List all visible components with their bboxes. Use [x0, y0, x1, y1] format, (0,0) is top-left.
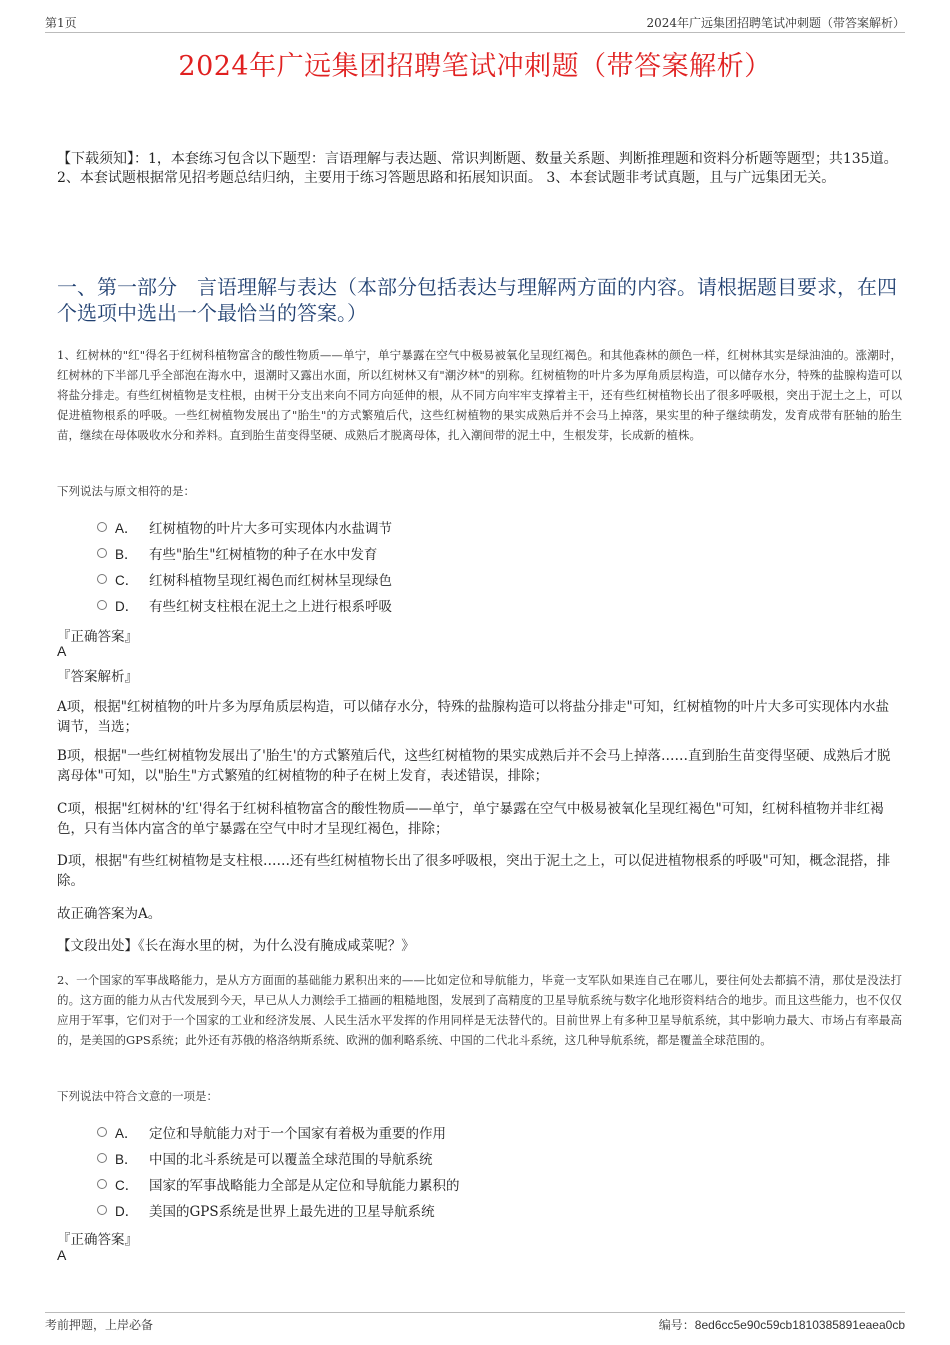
- passage-source: 【文段出处】《长在海水里的树，为什么没有腌成咸菜呢？》: [57, 938, 415, 954]
- option-text: 国家的军事战略能力全部是从定位和导航能力累积的: [149, 1178, 460, 1194]
- footer-code: [659, 1316, 905, 1333]
- question-2-answer-label: 『正确答案』: [57, 1232, 138, 1248]
- option-text: 中国的北斗系统是可以覆盖全球范围的导航系统: [149, 1152, 433, 1168]
- question-1-option-c[interactable]: [97, 569, 392, 589]
- footer-divider: [45, 1312, 905, 1313]
- question-1-analysis-label: 『答案解析』: [57, 669, 138, 685]
- option-text: 定位和导航能力对于一个国家有着极为重要的作用: [149, 1126, 446, 1142]
- option-letter: B．: [115, 1152, 138, 1167]
- question-2-option-c[interactable]: [97, 1174, 460, 1194]
- question-2-option-b[interactable]: [97, 1148, 433, 1168]
- option-text: 美国的GPS系统是世界上最先进的卫星导航系统: [149, 1204, 435, 1220]
- analysis-conclusion: 故正确答案为A。: [57, 906, 162, 922]
- option-text: 有些红树支柱根在泥土之上进行根系呼吸: [149, 599, 392, 615]
- radio-icon[interactable]: [97, 522, 107, 532]
- question-2-option-a[interactable]: [97, 1122, 446, 1142]
- radio-icon[interactable]: [97, 1153, 107, 1163]
- option-letter: A．: [115, 1126, 138, 1141]
- option-letter: C．: [115, 1178, 139, 1193]
- analysis-item-a: A项，根据"红树植物的叶片多为厚角质层构造，可以储存水分，特殊的盐腺构造可以将盐分排走"可知，红树植物的叶片大多可实现体内水盐调节，当选；: [57, 699, 890, 735]
- question-2-option-d[interactable]: [97, 1200, 435, 1220]
- question-2-prompt: 下列说法中符合文意的一项是：: [57, 1089, 218, 1103]
- download-notice: 【下载须知】：1，本套练习包含以下题型：言语理解与表达题、常识判断题、数量关系题、判断推理题和资料分析题等题型；共135道。 2、本套试题根据常见招考题总结归纳，主要用于练习答题思路和拓展知识面。 3、本套试题非考试真题，且与广远集团无关。: [57, 151, 898, 186]
- question-1-answer: A: [57, 643, 67, 659]
- section-title: 一、第一部分 言语理解与表达（本部分包括表达与理解两方面的内容。请根据题目要求，在四个选项中选出一个最恰当的答案。）: [57, 275, 897, 325]
- question-2-passage: 2、一个国家的军事战略能力，是从方方面面的基础能力累积出来的——比如定位和导航能力，毕竟一支军队如果连自己在哪儿，要往何处去都搞不清，那仗是没法打的。这方面的能力从古代发展到今天，早已从人力测绘手工描画的粗糙地图，发展到了高精度的卫星导航系统与数字化地形资料结合的地步。而且这些能力，也不仅仅应用于军事，它们对于一个国家的工业和经济发展、人民生活水平发挥的作用同样是无法替代的。目前世界上有多种卫星导航系统，其中影响力最大、市场占有率最高的，是美国的GPS系统；此外还有苏俄的格洛纳斯系统、欧洲的伽利略系统、中国的二代北斗系统，这几种导航系统，都是覆盖全球范围的。: [57, 973, 902, 1047]
- radio-icon[interactable]: [97, 1127, 107, 1137]
- radio-icon[interactable]: [97, 1179, 107, 1189]
- footer-slogan: 考前押题，上岸必备: [45, 1318, 154, 1332]
- radio-icon[interactable]: [97, 548, 107, 558]
- analysis-item-d: D项，根据"有些红树植物是支柱根……还有些红树植物长出了很多呼吸根，突出于泥土之上，可以促进植物根系的呼吸"可知，概念混搭，排除。: [57, 853, 891, 889]
- radio-icon[interactable]: [97, 574, 107, 584]
- option-letter: C．: [115, 573, 139, 588]
- question-1-option-b[interactable]: [97, 543, 377, 563]
- option-letter: D．: [115, 1204, 139, 1219]
- question-1-option-a[interactable]: [97, 517, 392, 537]
- header-doc-title: 2024年广远集团招聘笔试冲刺题（带答案解析）: [646, 16, 905, 30]
- page-number: 第1页: [45, 16, 77, 30]
- radio-icon[interactable]: [97, 600, 107, 610]
- radio-icon[interactable]: [97, 1205, 107, 1215]
- question-1-prompt: 下列说法与原文相符的是：: [57, 484, 195, 498]
- footer-code-label: 编号：: [658, 1318, 695, 1332]
- analysis-item-c: C项，根据"红树林的'红'得名于红树科植物富含的酸性物质——单宁，单宁暴露在空气中极易被氧化呈现红褐色"可知，红树科植物并非红褐色，只有当体内富含的单宁暴露在空气中时才呈现红褐色，排除；: [57, 801, 884, 837]
- option-text: 红树植物的叶片大多可实现体内水盐调节: [149, 521, 392, 537]
- option-letter: B．: [115, 547, 138, 562]
- analysis-item-b: B项，根据"一些红树植物发展出了'胎生'的方式繁殖后代，这些红树植物的果实成熟后并不会马上掉落……直到胎生苗变得坚硬、成熟后才脱离母体"可知，以"胎生"方式繁殖的红树植物的种子在树上发育，表述错误，排除；: [57, 748, 891, 784]
- header-divider: [45, 32, 905, 33]
- question-1-answer-label: 『正确答案』: [57, 629, 138, 645]
- page-title: 2024年广远集团招聘笔试冲刺题（带答案解析）: [178, 51, 772, 82]
- footer-code-value: 8ed6cc5e90c59cb1810385891eaea0cb: [694, 1318, 905, 1332]
- option-letter: D．: [115, 599, 139, 614]
- question-1-option-d[interactable]: [97, 595, 392, 615]
- option-text: 红树科植物呈现红褐色而红树林呈现绿色: [149, 573, 392, 589]
- option-text: 有些"胎生"红树植物的种子在水中发育: [149, 547, 378, 563]
- option-letter: A．: [115, 521, 138, 536]
- question-2-answer: A: [57, 1247, 67, 1263]
- question-1-passage: 1、红树林的"红"得名于红树科植物富含的酸性物质——单宁，单宁暴露在空气中极易被氧化呈现红褐色。和其他森林的颜色一样，红树林其实是绿油油的。涨潮时，红树林的下半部几乎全部泡在海水中，退潮时又露出水面，所以红树林又有"潮汐林"的别称。红树植物的叶片多为厚角质层构造，可以储存水分，特殊的盐腺构造可以将盐分排走。有些红树植物是支柱根，由树干分支出来向不同方向延伸的根，从不同方向牢牢支撑着主干，还有些红树植物长出了很多呼吸根，突出于泥土之上，可以促进植物根系的呼吸。一些红树植物发展出了"胎生"的方式繁殖后代，这些红树植物的果实成熟后并不会马上掉落，果实里的种子继续萌发，发育成带有胚轴的胎生苗，继续在母体吸收水分和养料。直到胎生苗变得坚硬、成熟后才脱离母体，扎入潮间带的泥土中，生根发芽，长成新的植株。: [57, 348, 902, 442]
